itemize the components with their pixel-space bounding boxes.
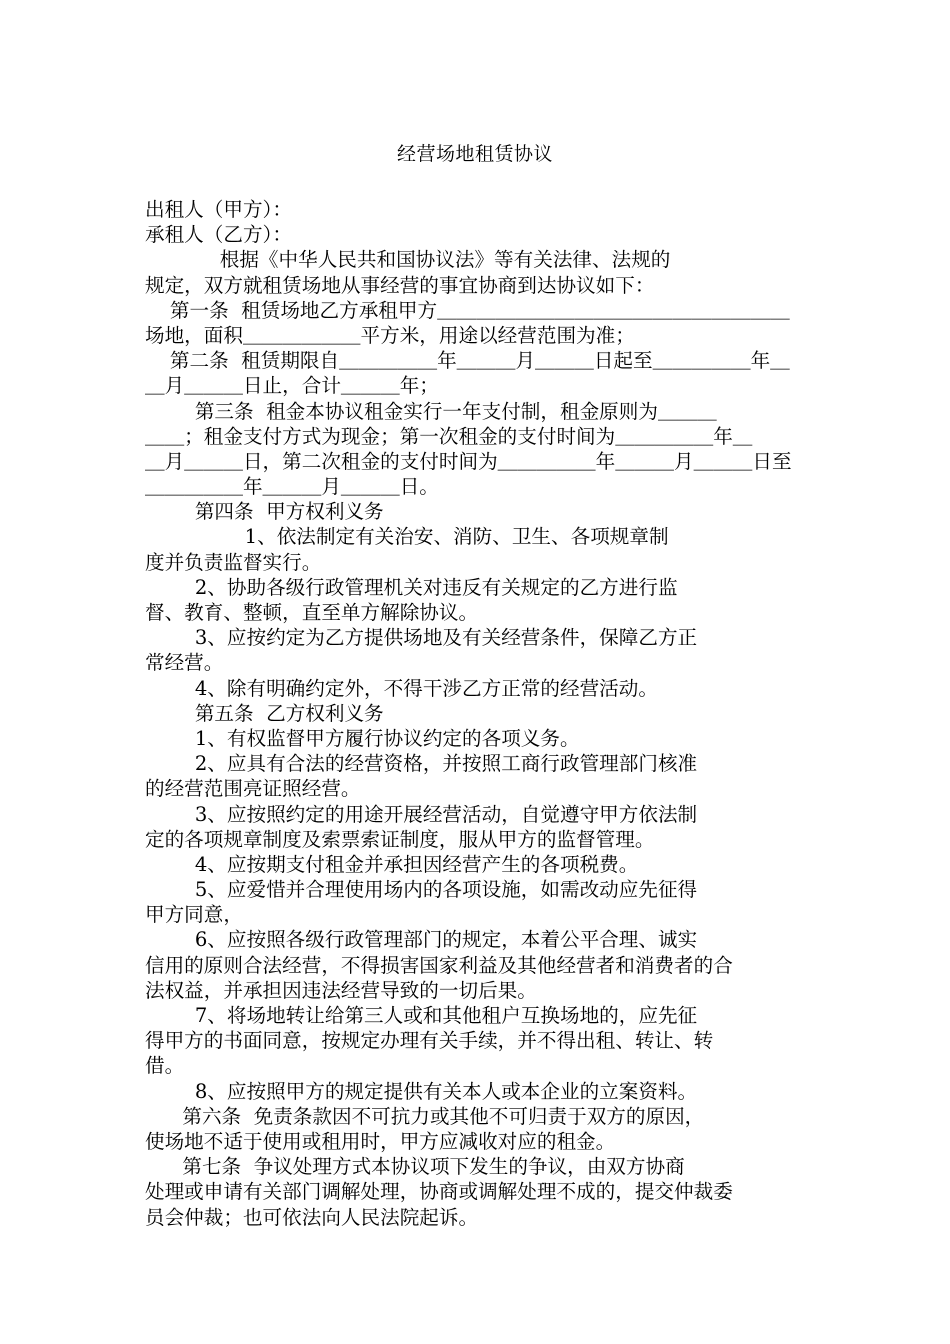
body-line: 第六条 免责条款因不可抗力或其他不可归责于双方的原因， bbox=[145, 1104, 705, 1128]
body-line: 2、应具有合法的经营资格，并按照工商行政管理部门核准 bbox=[145, 752, 698, 776]
body-line: ＿月＿＿＿日止，合计＿＿＿年； bbox=[145, 374, 439, 398]
body-line: ＿＿＿＿＿年＿＿＿月＿＿＿日。 bbox=[145, 475, 439, 499]
body-line: 得甲方的书面同意，按规定办理有关手续，并不得出租、转让、转 bbox=[145, 1029, 714, 1053]
body-line: 第七条 争议处理方式本协议项下发生的争议，由双方协商 bbox=[145, 1155, 685, 1179]
body-line: 法权益，并承担因违法经营导致的一切后果。 bbox=[145, 978, 537, 1002]
body-line: 第三条 租金本协议租金实行一年支付制，租金原则为＿＿＿ bbox=[145, 399, 717, 423]
body-line: 8、应按照甲方的规定提供有关本人或本企业的立案资料。 bbox=[145, 1079, 698, 1103]
body-line: 甲方同意， bbox=[145, 903, 243, 927]
body-line: 场地，面积＿＿＿＿＿＿平方米，用途以经营范围为准； bbox=[145, 323, 635, 347]
body-line: 度并负责监督实行。 bbox=[145, 550, 322, 574]
document-body bbox=[145, 197, 815, 1230]
body-line: 员会仲裁；也可依法向人民法院起诉。 bbox=[145, 1205, 479, 1229]
body-line: 3、应按照约定的用途开展经营活动，自觉遵守甲方依法制 bbox=[145, 802, 698, 826]
body-line: 7、将场地转让给第三人或和其他租户互换场地的，应先征 bbox=[145, 1004, 698, 1027]
body-line: 信用的原则合法经营，不得损害国家利益及其他经营者和消费者的合 bbox=[145, 953, 733, 977]
body-line: 第五条 乙方权利义务 bbox=[145, 701, 384, 725]
body-line: 定的各项规章制度及索票索证制度，服从甲方的监督管理。 bbox=[145, 827, 655, 851]
body-line: 4、除有明确约定外，不得干涉乙方正常的经营活动。 bbox=[145, 676, 658, 700]
body-line: 借。 bbox=[145, 1054, 185, 1078]
body-line: ＿＿；租金支付方式为现金；第一次租金的支付时间为＿＿＿＿＿年＿ bbox=[145, 424, 753, 448]
body-line: 督、教育、整顿，直至单方解除协议。 bbox=[145, 601, 479, 624]
body-line: 承租人（乙方）： bbox=[145, 223, 292, 247]
body-line: 1、依法制定有关治安、消防、卫生、各项规章制 bbox=[145, 525, 669, 549]
body-line: 规定，双方就租赁场地从事经营的事宜协商到达协议如下： bbox=[145, 273, 655, 297]
body-line: 3、应按约定为乙方提供场地及有关经营条件，保障乙方正 bbox=[145, 626, 698, 650]
body-line: 处理或申请有关部门调解处理，协商或调解处理不成的，提交仲裁委 bbox=[145, 1180, 733, 1204]
body-line: 第一条 租赁场地乙方承租甲方＿＿＿＿＿＿＿＿＿＿＿＿＿＿＿＿＿＿ bbox=[145, 298, 790, 322]
body-line: ＿月＿＿＿日，第二次租金的支付时间为＿＿＿＿＿年＿＿＿月＿＿＿日至 bbox=[145, 449, 792, 473]
body-line: 4、应按期支付租金并承担因经营产生的各项税费。 bbox=[145, 852, 639, 876]
body-line: 5、应爱惜并合理使用场内的各项设施，如需改动应先征得 bbox=[145, 878, 698, 902]
body-line: 常经营。 bbox=[145, 651, 224, 675]
body-line: 第四条 甲方权利义务 bbox=[145, 500, 384, 524]
body-line: 6、应按照各级行政管理部门的规定，本着公平合理、诚实 bbox=[145, 928, 698, 952]
body-line: 的经营范围亮证照经营。 bbox=[145, 777, 361, 801]
body-line: 使场地不适于使用或租用时，甲方应减收对应的租金。 bbox=[145, 1129, 616, 1153]
body-line: 2、协助各级行政管理机关对违反有关规定的乙方进行监 bbox=[145, 575, 678, 599]
body-line: 根据《中华人民共和国协议法》等有关法律、法规的 bbox=[145, 248, 671, 272]
document-title: 经营场地租赁协议 bbox=[396, 143, 553, 165]
body-line: 出租人（甲方）： bbox=[145, 198, 292, 221]
body-line: 第二条 租赁期限自＿＿＿＿＿年＿＿＿月＿＿＿日起至＿＿＿＿＿年＿ bbox=[145, 349, 790, 373]
body-line: 1、有权监督甲方履行协议约定的各项义务。 bbox=[145, 726, 580, 750]
